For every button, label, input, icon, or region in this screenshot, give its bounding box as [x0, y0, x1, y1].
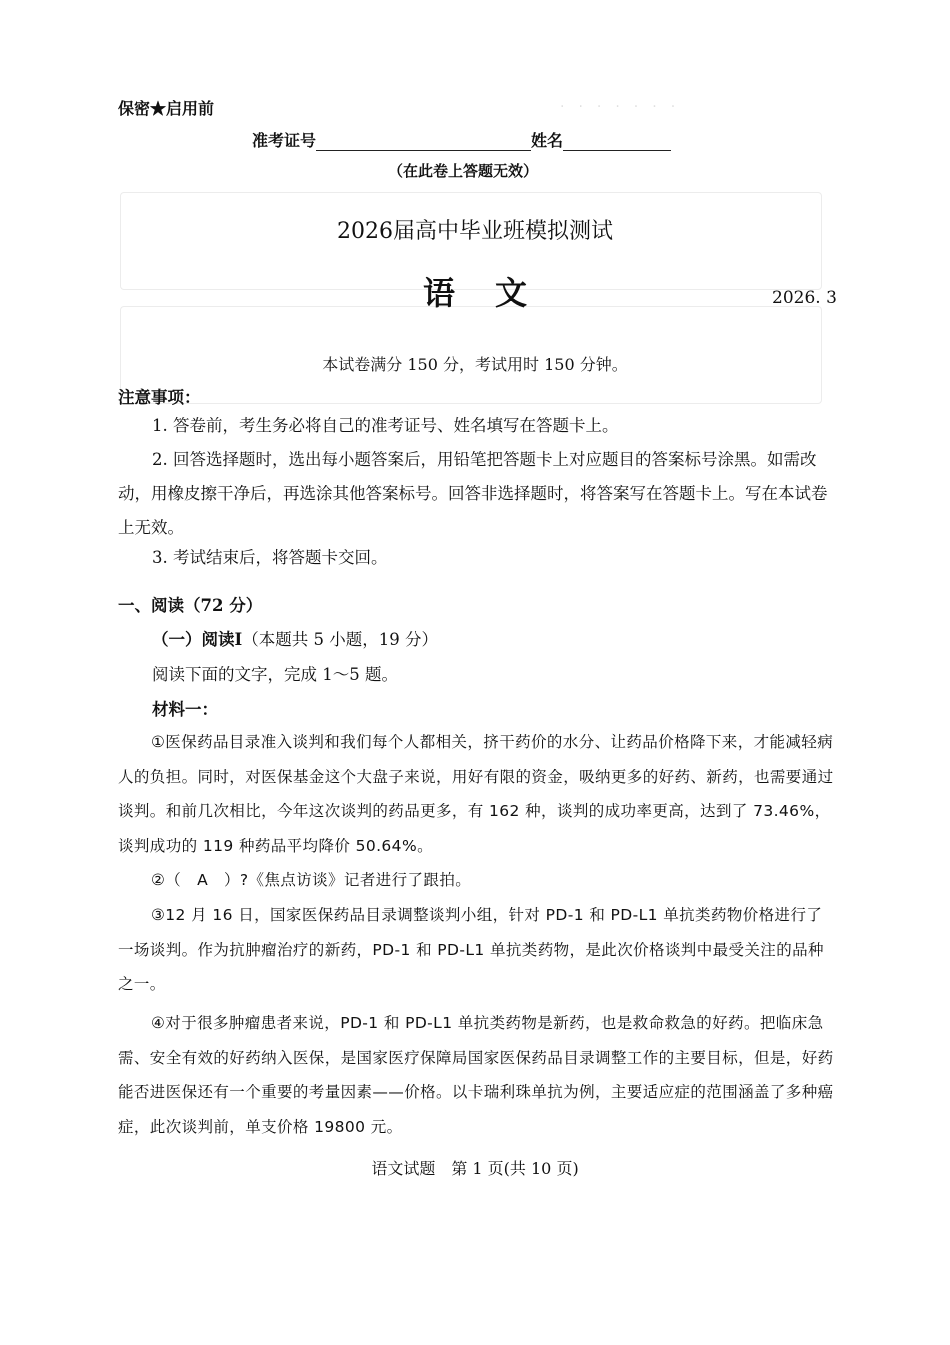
material-paragraph-2: ②（ A ）?《焦点访谈》记者进行了跟拍。: [151, 871, 472, 889]
subsection-note: （本题共 5 小题，19 分）: [242, 630, 438, 649]
confidential-label: 保密★启用前: [118, 99, 215, 118]
material-paragraph-3: ③12 月 16 日，国家医保药品目录调整谈判小组，针对 PD-1 和 PD-L1 单抗类药物价格进行了一场谈判。作为抗肿瘤治疗的新药，PD-1 和 PD-L1 单抗类药物，是此次价格谈判中最受关注的品种之一。: [118, 906, 824, 993]
page-footer: 语文试题 第 1 页(共 10 页): [371, 1159, 579, 1178]
score-info: 本试卷满分 150 分，考试用时 150 分钟。: [322, 355, 628, 374]
name-field[interactable]: [563, 133, 671, 151]
exam-title: 2026届高中毕业班模拟测试: [337, 219, 613, 244]
section-heading: 一、阅读（72 分）: [118, 596, 263, 615]
bleed-through-text: · · · · · · ·: [560, 99, 676, 115]
exam-id-label: 准考证号: [252, 131, 317, 150]
material-paragraph-1: ①医保药品目录准入谈判和我们每个人都相关，挤干药价的水分、让药品价格降下来，才能减轻病人的负担。同时，对医保基金这个大盘子来说，用好有限的资金，吸纳更多的好药、新药，也需要通过谈判。和前几次相比，今年这次谈判的药品更多，有 162 种，谈判的成功率更高，达到了 73.46%，谈判成功的 119 种药品平均降价 50.64%。: [118, 733, 834, 855]
material-paragraph-4: ④对于很多肿瘤患者来说，PD-1 和 PD-L1 单抗类药物是新药，也是救命救急的好药。把临床急需、安全有效的好药纳入医保，是国家医疗保障局国家医保药品目录调整工作的主要目标，但是，好药能否进医保还有一个重要的考量因素——价格。以卡瑞利珠单抗为例，主要适应症的范围涵盖了多种癌症，此次谈判前，单支价格 19800 元。: [118, 1014, 834, 1136]
name-label: 姓名: [531, 131, 564, 150]
material-label: 材料一：: [152, 700, 218, 719]
notice-item: 3. 考试结束后，将答题卡交回。: [152, 548, 388, 567]
subsection-heading: [152, 626, 438, 650]
notice-item: 1. 答卷前，考生务必将自己的准考证号、姓名填写在答题卡上。: [152, 416, 619, 435]
exam-date: 2026. 3: [772, 288, 837, 308]
candidate-info-row: [252, 128, 671, 151]
exam-id-field[interactable]: [316, 133, 531, 151]
notice-item: 2. 回答选择题时，选出每小题答案后，用铅笔把答题卡上对应题目的答案标号涂黑。如需改动，用橡皮擦干净后，再选涂其他答案标号。回答非选择题时，将答案写在答题卡上。写在本试卷上无效。: [118, 450, 828, 537]
reading-instruction: 阅读下面的文字，完成 1～5 题。: [152, 665, 398, 684]
subject-title: 语文: [422, 274, 567, 312]
notice-heading: 注意事项：: [118, 388, 201, 407]
invalid-answer-note: （在此卷上答题无效）: [388, 162, 539, 180]
subsection-title: （一）阅读Ⅰ: [152, 630, 243, 649]
